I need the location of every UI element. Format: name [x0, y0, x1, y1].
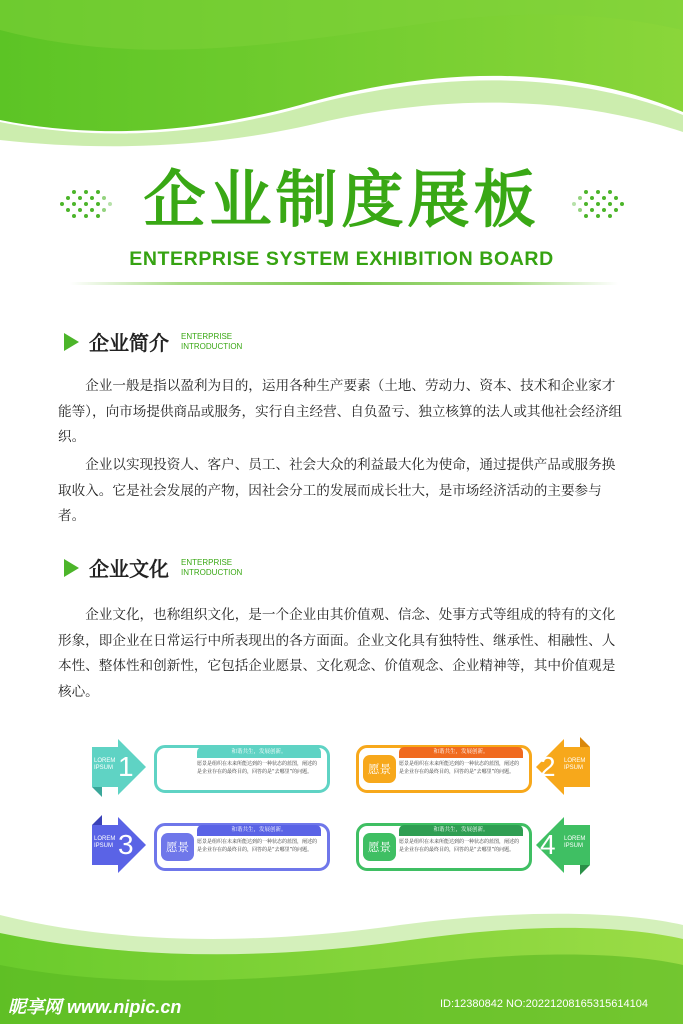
infographic-item-1 [88, 737, 328, 799]
step-number: 3 [118, 829, 134, 860]
section-english-label: ENTERPRISE INTRODUCTION [181, 558, 243, 577]
card-tag [161, 755, 194, 783]
title-divider [70, 282, 618, 285]
card-heading: 和谐共生，发展创新。 [399, 825, 523, 836]
lorem-label: LOREM IPSUM [564, 758, 586, 771]
card-heading: 和谐共生，发展创新。 [197, 747, 321, 758]
infographic-item-4 [356, 815, 596, 877]
triangle-bullet-icon [64, 333, 79, 351]
triangle-bullet-icon [64, 559, 79, 577]
step-number: 1 [118, 751, 134, 782]
card-heading: 和谐共生，发展创新。 [197, 825, 321, 836]
card-body: 愿景是组织在未来所能达到的一种状态的蓝图，阐述的是企业存在的最终目的，回答的是“去哪里”的问题。 [399, 761, 520, 775]
card-body: 愿景是组织在未来所能达到的一种状态的蓝图，阐述的是企业存在的最终目的，回答的是“去哪里”的问题。 [399, 839, 520, 853]
image-id-label: ID:12380842 NO:20221208165315614104 [440, 998, 648, 1010]
infographic-item-3 [88, 815, 328, 877]
info-card [154, 745, 330, 793]
card-tag: 愿景 [161, 833, 194, 861]
lorem-label: LOREM IPSUM [564, 836, 586, 849]
intro-paragraph-2: 企业以实现投资人、客户、员工、社会大众的利益最大化为使命，通过提供产品或服务换取收入。它是社会发展的产物，因社会分工的发展而成长壮大，是市场经济活动的主要参与者。 [58, 457, 616, 524]
culture-paragraph: 企业文化，也称组织文化，是一个企业由其价值观、信念、处事方式等组成的特有的文化形象，即企业在日常运行中所表现出的各方面面。企业文化具有独特性、继承性、相融性、人本性、整体性和创新性，它包括企业愿景、文化观念、价值观念、企业精神等，其中价值观是核心。 [58, 607, 616, 700]
card-body: 愿景是组织在未来所能达到的一种状态的蓝图，阐述的是企业存在的最终目的，回答的是“去哪里”的问题。 [197, 839, 318, 853]
watermark: 昵享网 www.nipic.cn [8, 997, 182, 1017]
lorem-label: LOREM IPSUM [94, 836, 116, 849]
section-title: 企业文化 [89, 557, 169, 581]
lorem-label: LOREM IPSUM [94, 758, 116, 771]
info-card [356, 745, 532, 793]
top-wave-decoration [0, 0, 683, 150]
section-heading-intro [64, 326, 264, 360]
card-tag: 愿景 [363, 755, 396, 783]
info-card [154, 823, 330, 871]
section-english-label: ENTERPRISE INTRODUCTION [181, 332, 243, 351]
page-subtitle: ENTERPRISE SYSTEM EXHIBITION BOARD [129, 248, 554, 270]
page-title: 企业制度展板 [143, 163, 540, 236]
card-body: 愿景是组织在未来所能达到的一种状态的蓝图，阐述的是企业存在的最终目的，回答的是“去哪里”的问题。 [197, 761, 318, 775]
card-heading: 和谐共生，发展创新。 [399, 747, 523, 758]
infographic-item-2 [356, 737, 596, 799]
step-number: 2 [540, 751, 556, 782]
intro-paragraph-1: 企业一般是指以盈利为目的，运用各种生产要素（土地、劳动力、资本、技术和企业家才能等），向市场提供商品或服务，实行自主经营、自负盈亏、独立核算的法人或其他社会经济组织。 [58, 378, 623, 445]
card-tag: 愿景 [363, 833, 396, 861]
step-number: 4 [540, 829, 556, 860]
section-title: 企业简介 [89, 331, 169, 355]
info-card [356, 823, 532, 871]
section-heading-culture [64, 552, 264, 586]
